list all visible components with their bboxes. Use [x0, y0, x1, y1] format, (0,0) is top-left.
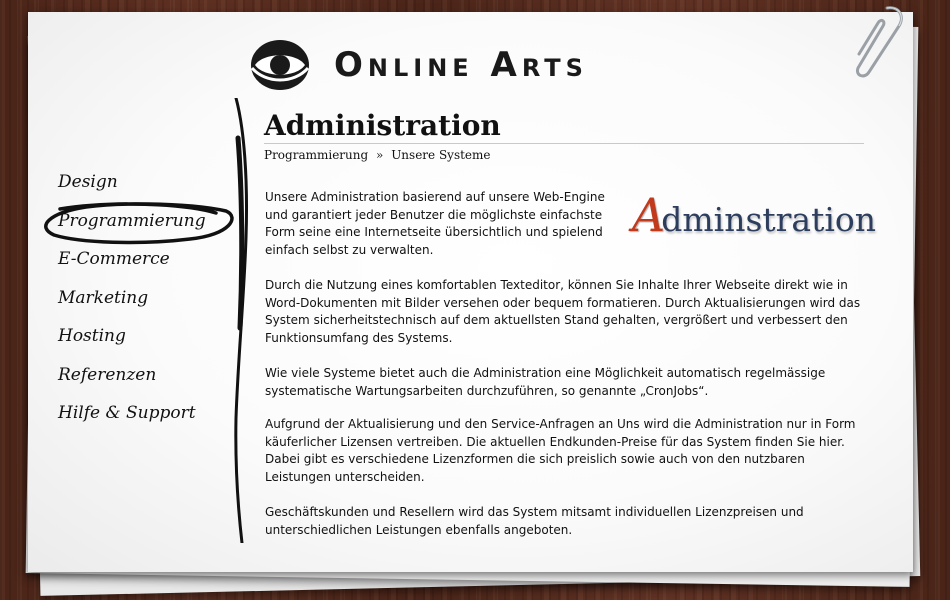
nav-item-label: Programmierung: [58, 210, 206, 231]
nav-item-marketing[interactable]: Marketing: [58, 287, 149, 308]
administration-initial: A: [632, 188, 666, 242]
main-nav: [58, 168, 206, 438]
brand-logo[interactable]: [250, 38, 588, 92]
administration-wordmark: dminstration: [661, 200, 877, 239]
nav-item-hilfe-support[interactable]: Hilfe & Support: [58, 403, 196, 423]
paperclip-icon: [847, 4, 907, 84]
paragraph-intro: Unsere Administration basierend auf unsere Web-Engine und garantiert jeder Benutzer die möglichste einfachste Form seine eine Internetseite übersichtlich und spielend einfach selbst zu verwalten.: [265, 190, 605, 257]
eye-logo-icon: [250, 38, 310, 92]
administration-image: [632, 186, 877, 242]
breadcrumb: [264, 148, 491, 162]
nav-item-design[interactable]: Design: [58, 172, 118, 192]
nav-item-programmierung[interactable]: [58, 207, 206, 246]
paragraph-licensing: Aufgrund der Aktualisierung und den Service-Anfragen an Uns wird die Administration nur in Form käuferlicher Lizensen vertreiben. Die aktuellen Endkunden-Preise für das System finden Sie hier. Dabei gibt es verschiedene Lizenzformen die sich preislich sowie auch von den nutzbaren Leistungen unterscheiden.: [265, 417, 856, 484]
nav-item-referenzen[interactable]: Referenzen: [58, 364, 157, 385]
breadcrumb-separator: »: [376, 148, 384, 162]
content-area: [264, 108, 864, 144]
brush-divider: [226, 98, 256, 543]
brand-name: Online Arts: [334, 45, 588, 85]
nav-item-hosting[interactable]: Hosting: [58, 326, 126, 346]
page-title: Administration: [264, 109, 501, 142]
breadcrumb-current: Unsere Systeme: [391, 148, 491, 162]
breadcrumb-parent[interactable]: Programmierung: [264, 148, 369, 162]
paragraph-cronjobs: Wie viele Systeme bietet auch die Administration eine Möglichkeit automatisch regelmässige systematische Wartungsarbeiten durchzuführen, so genannte „CronJobs“.: [265, 366, 826, 398]
nav-item-e-commerce[interactable]: E-Commerce: [58, 249, 170, 269]
title-divider: [264, 143, 864, 144]
paragraph-editor: Durch die Nutzung eines komfortablen Texteditor, können Sie Inhalte Ihrer Webseite direkt wie in Word-Dokumenten mit Bilder versehen oder bequem formatieren. Durch Aktualisierungen wird das System sicherheitstechnisch auf dem aktuellsten Stand gehalten, vergrößert und verbessert den Funktionsumfang des Systems.: [265, 278, 861, 345]
paragraph-resellers: Geschäftskunden und Resellern wird das System mitsamt individuellen Lizenzpreisen und unterschiedlichen Leistungen ebenfalls angeboten.: [265, 505, 804, 537]
